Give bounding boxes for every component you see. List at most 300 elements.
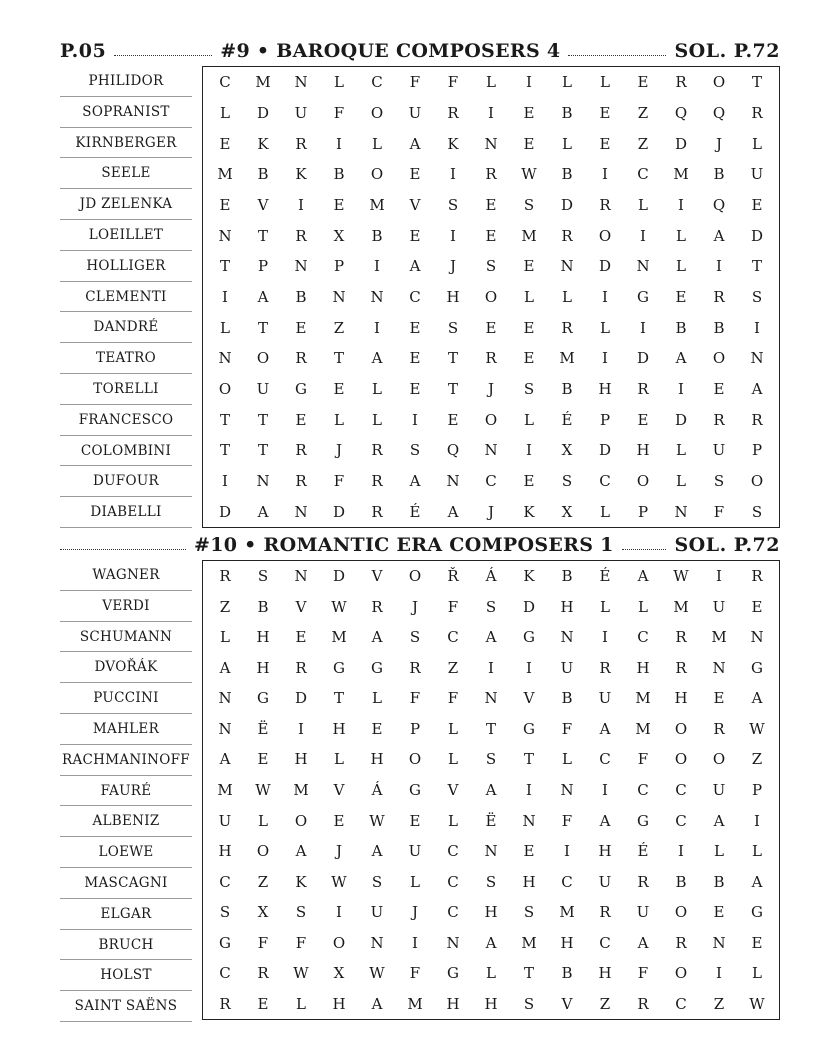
grid-cell: I (222, 287, 228, 306)
grid-cell: T (751, 73, 762, 92)
grid-cell: R (751, 103, 763, 122)
grid-cell: V (409, 195, 421, 214)
grid-cell: S (485, 597, 497, 616)
grid-cell: H (636, 658, 650, 677)
grid-cell: P (751, 441, 763, 460)
grid-cell: E (751, 195, 763, 214)
grid-cell: B (371, 226, 383, 245)
grid-cell: L (410, 872, 420, 891)
grid-cell: A (751, 689, 763, 708)
word-item: SEELE (60, 158, 192, 189)
grid-cell: R (675, 933, 687, 952)
grid-cell: N (218, 719, 232, 738)
grid-cell: E (599, 103, 611, 122)
grid-cell: O (712, 750, 726, 769)
grid-cell: R (371, 597, 383, 616)
grid-cell: E (219, 134, 231, 153)
grid-cell: F (637, 750, 649, 769)
puzzle-title: #10 • ROMANTIC ERA COMPOSERS 1 (194, 534, 614, 556)
grid-cell: I (412, 933, 418, 952)
grid-cell: N (332, 287, 346, 306)
grid-cell: M (407, 994, 423, 1013)
grid-cell: E (409, 379, 421, 398)
grid-cell: T (219, 257, 230, 276)
grid-cell: X (561, 441, 573, 460)
grid-cell: O (674, 719, 688, 738)
word-item: ALBENIZ (60, 806, 192, 837)
grid-cell: U (370, 903, 384, 922)
grid-cell: K (257, 134, 269, 153)
grid-cell: Z (257, 872, 269, 891)
grid-cell: D (522, 597, 536, 616)
grid-cell: C (447, 842, 459, 861)
grid-cell: M (369, 195, 385, 214)
grid-cell: É (599, 567, 611, 586)
grid-cell: U (712, 597, 726, 616)
grid-cell: U (408, 103, 422, 122)
grid-cell: N (370, 287, 384, 306)
grid-cell: A (599, 811, 611, 830)
grid-cell: H (522, 872, 536, 891)
grid-cell: O (750, 471, 764, 490)
grid-cell: A (713, 811, 725, 830)
grid-cell: B (295, 287, 307, 306)
grid-cell: W (749, 994, 765, 1013)
grid-cell: B (713, 872, 725, 891)
word-item: DANDRÉ (60, 312, 192, 343)
word-item: KIRNBERGER (60, 128, 192, 159)
grid-cell: N (294, 502, 308, 521)
grid-cell: E (523, 349, 535, 368)
grid-cell: W (255, 780, 271, 799)
grid-cell: H (484, 903, 498, 922)
grid-cell: N (750, 349, 764, 368)
grid-cell: R (637, 872, 649, 891)
grid-cell: R (561, 318, 573, 337)
grid-cell: R (371, 502, 383, 521)
grid-cell: H (446, 287, 460, 306)
grid-cell: S (371, 872, 383, 891)
grid-cell: K (523, 502, 535, 521)
grid-cell: A (751, 379, 763, 398)
grid-cell: R (751, 567, 763, 586)
grid-cell: I (412, 410, 418, 429)
grid-cell: W (749, 719, 765, 738)
grid-cell: T (257, 226, 268, 245)
grid-cell: Á (371, 780, 383, 799)
grid-cell: A (675, 349, 687, 368)
grid-cell: C (447, 903, 459, 922)
letter-grid (202, 560, 780, 1020)
grid-cell: T (219, 441, 230, 460)
grid-cell: E (409, 165, 421, 184)
dotted-leader (60, 548, 186, 550)
grid-cell: T (333, 349, 344, 368)
grid-cell: R (713, 719, 725, 738)
grid-cell: W (369, 811, 385, 830)
grid-cell: E (523, 471, 535, 490)
grid-cell: N (560, 628, 574, 647)
grid-cell: F (409, 73, 421, 92)
grid-cell: N (294, 73, 308, 92)
grid-cell: V (333, 780, 345, 799)
grid-cell: L (676, 257, 686, 276)
grid-cell: C (675, 811, 687, 830)
grid-cell: D (560, 195, 574, 214)
grid-cell: C (599, 750, 611, 769)
grid-cell: E (295, 628, 307, 647)
grid-cell: N (294, 257, 308, 276)
grid-cell: S (523, 195, 535, 214)
grid-cell: Z (637, 134, 649, 153)
grid-cell: U (294, 103, 308, 122)
grid-cell: É (561, 410, 573, 429)
grid-cell: C (675, 780, 687, 799)
grid-cell: E (371, 719, 383, 738)
grid-cell: C (599, 933, 611, 952)
grid-cell: E (485, 226, 497, 245)
grid-cell: R (561, 226, 573, 245)
grid-cell: E (485, 318, 497, 337)
grid-cell: E (751, 933, 763, 952)
grid-cell: D (750, 226, 764, 245)
grid-cell: D (294, 689, 308, 708)
grid-cell: F (447, 597, 459, 616)
grid-cell: G (637, 811, 649, 830)
grid-cell: M (635, 689, 651, 708)
grid-cell: E (295, 318, 307, 337)
grid-cell: M (673, 165, 689, 184)
grid-cell: F (713, 502, 725, 521)
grid-cell: A (371, 349, 383, 368)
grid-cell: O (256, 349, 270, 368)
grid-cell: U (408, 842, 422, 861)
grid-cell: I (640, 226, 646, 245)
grid-cell: H (256, 628, 270, 647)
grid-cell: I (336, 134, 342, 153)
word-item: MAHLER (60, 714, 192, 745)
grid-cell: E (295, 410, 307, 429)
grid-cell: L (372, 379, 382, 398)
grid-cell: H (560, 933, 574, 952)
grid-cell: F (447, 73, 459, 92)
grid-cell: N (256, 471, 270, 490)
grid-cell: D (332, 567, 346, 586)
grid-cell: W (331, 872, 347, 891)
grid-cell: L (296, 994, 306, 1013)
grid-cell: F (257, 933, 269, 952)
grid-cell: R (409, 658, 421, 677)
grid-cell: H (598, 964, 612, 983)
grid-cell: R (599, 658, 611, 677)
grid-cell: D (332, 502, 346, 521)
grid-cell: I (450, 165, 456, 184)
grid-cell: L (372, 689, 382, 708)
word-item: RACHMANINOFF (60, 745, 192, 776)
grid-cell: Q (446, 441, 460, 460)
grid-cell: E (637, 73, 649, 92)
grid-cell: T (447, 379, 458, 398)
grid-cell: S (485, 872, 497, 891)
grid-cell: S (485, 257, 497, 276)
grid-cell: D (598, 441, 612, 460)
grid-cell: G (637, 287, 649, 306)
grid-cell: K (523, 567, 535, 586)
grid-cell: B (333, 165, 345, 184)
grid-cell: T (257, 441, 268, 460)
grid-cell: L (486, 73, 496, 92)
word-item: HOLST (60, 960, 192, 991)
grid-cell: S (713, 471, 725, 490)
grid-cell: N (750, 628, 764, 647)
grid-cell: R (751, 410, 763, 429)
grid-cell: I (716, 964, 722, 983)
grid-cell: B (675, 318, 687, 337)
word-item: TORELLI (60, 374, 192, 405)
grid-cell: O (484, 287, 498, 306)
grid-cell: I (564, 842, 570, 861)
grid-cell: E (333, 379, 345, 398)
grid-cell: R (295, 349, 307, 368)
grid-cell: C (485, 471, 497, 490)
word-item: ELGAR (60, 899, 192, 930)
grid-cell: E (523, 257, 535, 276)
grid-cell: Z (751, 750, 763, 769)
grid-cell: C (599, 471, 611, 490)
grid-cell: L (752, 134, 762, 153)
grid-cell: Z (637, 103, 649, 122)
grid-cell: O (256, 842, 270, 861)
grid-cell: O (598, 226, 612, 245)
grid-cell: L (448, 719, 458, 738)
grid-cell: L (334, 410, 344, 429)
grid-cell: C (637, 628, 649, 647)
grid-cell: M (559, 349, 575, 368)
grid-cell: F (409, 689, 421, 708)
grid-cell: R (713, 287, 725, 306)
grid-cell: Ë (257, 719, 269, 738)
grid-cell: F (637, 964, 649, 983)
grid-cell: B (561, 567, 573, 586)
grid-cell: R (295, 226, 307, 245)
grid-cell: T (523, 964, 534, 983)
grid-cell: A (409, 471, 421, 490)
grid-cell: F (561, 811, 573, 830)
grid-cell: Z (333, 318, 345, 337)
grid-cell: L (562, 134, 572, 153)
grid-cell: F (561, 719, 573, 738)
grid-cell: E (409, 811, 421, 830)
grid-cell: W (369, 964, 385, 983)
grid-cell: R (599, 903, 611, 922)
grid-cell: M (635, 719, 651, 738)
word-item: MASCAGNI (60, 868, 192, 899)
grid-cell: C (447, 872, 459, 891)
grid-cell: S (295, 903, 307, 922)
grid-cell: L (600, 597, 610, 616)
grid-cell: D (256, 103, 270, 122)
grid-cell: D (218, 502, 232, 521)
grid-cell: L (524, 410, 534, 429)
grid-cell: T (485, 719, 496, 738)
grid-cell: N (484, 689, 498, 708)
grid-cell: E (409, 226, 421, 245)
grid-cell: U (636, 903, 650, 922)
grid-cell: P (409, 719, 421, 738)
grid-cell: E (675, 287, 687, 306)
grid-cell: E (713, 903, 725, 922)
dotted-leader (622, 548, 667, 550)
grid-cell: G (333, 658, 345, 677)
word-item: DVOŘÁK (60, 652, 192, 683)
grid-cell: H (598, 842, 612, 861)
grid-cell: N (636, 257, 650, 276)
grid-cell: A (219, 658, 231, 677)
grid-cell: G (751, 903, 763, 922)
grid-cell: A (751, 872, 763, 891)
grid-cell: P (257, 257, 269, 276)
grid-cell: J (487, 379, 494, 398)
grid-cell: E (219, 195, 231, 214)
grid-cell: C (561, 872, 573, 891)
grid-cell: N (446, 471, 460, 490)
grid-cell: P (333, 257, 345, 276)
grid-cell: A (409, 257, 421, 276)
grid-cell: O (674, 964, 688, 983)
grid-cell: L (600, 502, 610, 521)
grid-cell: L (334, 750, 344, 769)
grid-cell: R (295, 471, 307, 490)
grid-cell: M (559, 903, 575, 922)
grid-cell: I (602, 349, 608, 368)
word-item: VERDI (60, 591, 192, 622)
grid-cell: X (561, 502, 573, 521)
grid-cell: V (523, 689, 535, 708)
grid-cell: G (447, 964, 459, 983)
grid-cell: I (678, 379, 684, 398)
grid-cell: R (485, 165, 497, 184)
grid-cell: M (331, 628, 347, 647)
letter-grid (202, 66, 780, 528)
grid-cell: A (219, 750, 231, 769)
grid-cell: B (561, 165, 573, 184)
grid-cell: D (636, 349, 650, 368)
grid-cell: L (448, 811, 458, 830)
grid-cell: T (333, 689, 344, 708)
grid-cell: H (256, 658, 270, 677)
grid-cell: G (523, 628, 535, 647)
grid-cell: L (372, 134, 382, 153)
grid-cell: N (370, 933, 384, 952)
grid-cell: B (257, 597, 269, 616)
word-item: SCHUMANN (60, 622, 192, 653)
grid-cell: R (675, 658, 687, 677)
grid-cell: S (485, 750, 497, 769)
word-item: PHILIDOR (60, 66, 192, 97)
grid-cell: O (332, 933, 346, 952)
grid-cell: R (295, 658, 307, 677)
grid-cell: Z (599, 994, 611, 1013)
page-number: P.05 (60, 40, 107, 62)
grid-cell: E (751, 597, 763, 616)
grid-cell: T (751, 257, 762, 276)
grid-cell: R (219, 567, 231, 586)
grid-cell: E (523, 134, 535, 153)
solution-page: SOL. P.72 (674, 40, 780, 62)
grid-cell: C (637, 165, 649, 184)
grid-cell: A (447, 502, 459, 521)
grid-cell: I (678, 842, 684, 861)
word-item: LOEWE (60, 837, 192, 868)
grid-cell: L (752, 842, 762, 861)
grid-cell: L (334, 73, 344, 92)
word-item: TEATRO (60, 343, 192, 374)
grid-cell: U (712, 780, 726, 799)
grid-cell: Z (219, 597, 231, 616)
grid-cell: B (561, 379, 573, 398)
grid-cell: U (712, 441, 726, 460)
grid-cell: O (674, 750, 688, 769)
grid-cell: M (673, 597, 689, 616)
grid-cell: M (293, 780, 309, 799)
grid-cell: A (485, 628, 497, 647)
grid-cell: N (218, 349, 232, 368)
grid-cell: L (220, 628, 230, 647)
grid-cell: F (333, 471, 345, 490)
grid-cell: H (674, 689, 688, 708)
grid-cell: A (599, 719, 611, 738)
grid-cell: M (521, 933, 537, 952)
grid-cell: A (485, 780, 497, 799)
grid-cell: Z (713, 994, 725, 1013)
grid-cell: V (447, 780, 459, 799)
grid-cell: R (713, 410, 725, 429)
grid-cell: C (219, 73, 231, 92)
grid-cell: C (219, 964, 231, 983)
grid-cell: I (374, 257, 380, 276)
grid-cell: N (674, 502, 688, 521)
puzzle-10-header (60, 528, 780, 556)
grid-cell: V (257, 195, 269, 214)
grid-cell: T (257, 410, 268, 429)
grid-cell: P (751, 780, 763, 799)
grid-cell: I (678, 195, 684, 214)
grid-cell: R (257, 964, 269, 983)
grid-cell: F (409, 964, 421, 983)
grid-cell: É (637, 842, 649, 861)
grid-cell: E (257, 994, 269, 1013)
grid-cell: X (333, 964, 345, 983)
grid-cell: E (523, 318, 535, 337)
grid-cell: G (409, 780, 421, 799)
grid-cell: U (598, 689, 612, 708)
grid-cell: S (409, 628, 421, 647)
grid-cell: I (754, 811, 760, 830)
word-item: DIABELLI (60, 497, 192, 528)
grid-cell: Ë (485, 811, 497, 830)
grid-cell: G (371, 658, 383, 677)
grid-cell: A (409, 134, 421, 153)
grid-cell: G (751, 658, 763, 677)
grid-cell: R (599, 195, 611, 214)
grid-cell: I (374, 318, 380, 337)
grid-cell: M (521, 226, 537, 245)
grid-cell: Q (712, 195, 726, 214)
grid-cell: C (675, 994, 687, 1013)
grid-cell: S (561, 471, 573, 490)
grid-cell: A (371, 842, 383, 861)
grid-cell: W (331, 597, 347, 616)
